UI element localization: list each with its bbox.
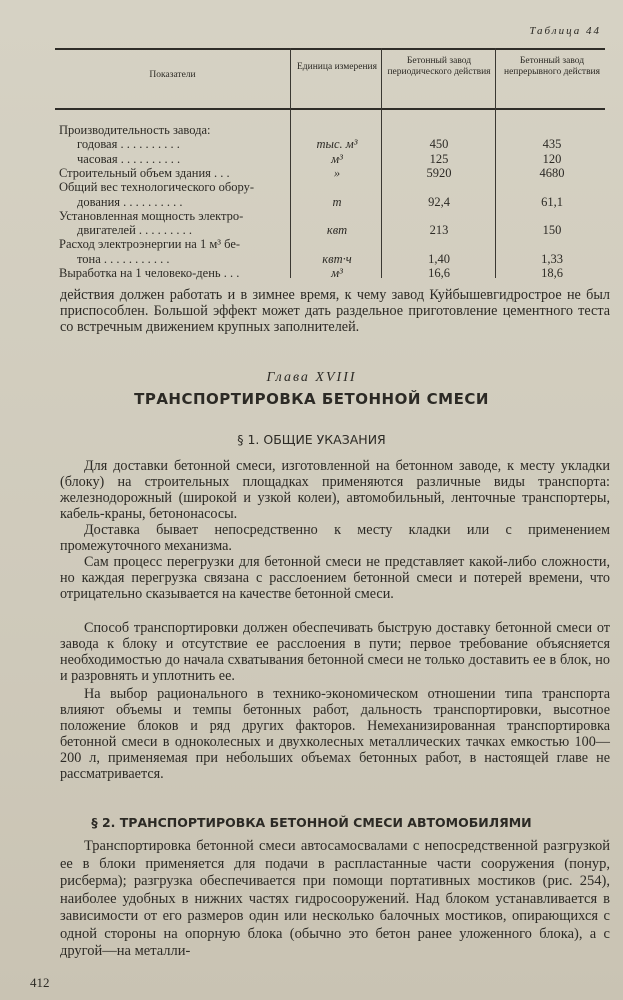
section-1-paragraph: На выбор рационального в технико-экономическом отношении типа транспорта влияют объемы и темпы бетонных работ, дальность транспортировки, высотное положение блоков и ряд других факторов. Немеханизированная транспортировка бетонной смеси в одноколесных и двухколесных металлических тачках емкостью 100—200 л, применяемая при небольших объемах бетонных работ, в настоящей главе не рассматривается. [60, 686, 610, 783]
table-cell-periodic: 92,4 [428, 194, 450, 209]
table-cell-continuous: 150 [542, 223, 562, 238]
table-cell-indicator: Расход электроэнергии на 1 м³ бе- [59, 237, 241, 252]
table-column-divider [381, 48, 382, 278]
table-column-divider [495, 48, 496, 278]
table-header-continuous: Бетонный завод непрерывного действия [503, 56, 601, 77]
table-column-divider [290, 48, 291, 278]
table-cell-continuous: 18,6 [541, 266, 563, 280]
table-cell-continuous: 120 [542, 151, 562, 166]
table-cell-continuous: 1,33 [541, 251, 563, 266]
section-1-paragraph: Для доставки бетонной смеси, изготовленной на бетонном заводе, к месту укладки (блоку) на строительных площадках применяются различные виды транспорта: железнодорожный (широкой и узкой колеи), автомобильный, ленточные транспортеры, кабель-краны, бетононасосы. [60, 458, 610, 523]
table-cell-indicator: двигателей . . . . . . . . . [77, 223, 193, 238]
table-cell-indicator: Установленная мощность электро- [59, 208, 244, 223]
table-cell-unit: т [332, 194, 342, 209]
section-1-paragraph: Сам процесс перегрузки для бетонной смеси не представляет какой-либо сложности, но каждая перегрузка связана с расслоением бетонной смеси и потерей времени, что отрицательно сказывается на качестве бетонной смеси. [60, 554, 610, 603]
table-cell-unit: квт [326, 223, 348, 238]
chapter-label: Глава XVIII [266, 370, 357, 385]
table-cell-periodic: 125 [429, 151, 449, 166]
table-top-rule [55, 48, 605, 50]
section-2-title: § 2. ТРАНСПОРТИРОВКА БЕТОННОЙ СМЕСИ АВТОМОБИЛЯМИ [91, 815, 532, 830]
page-number: 412 [30, 975, 50, 990]
chapter-title: ТРАНСПОРТИРОВКА БЕТОННОЙ СМЕСИ [134, 390, 489, 408]
section-1-title: § 1. ОБЩИЕ УКАЗАНИЯ [237, 432, 386, 447]
table-header-indicator: Показатели [149, 70, 196, 80]
table-cell-indicator: дования . . . . . . . . . . [77, 194, 183, 209]
table-cell-unit: тыс. м³ [316, 137, 358, 152]
table-caption: Таблица 44 [529, 25, 601, 37]
table-cell-unit: квт·ч [322, 251, 352, 266]
section-1-paragraph: Способ транспортировки должен обеспечивать быструю доставку бетонной смеси от завода к блоку и отсутствие ее расслоения в пути; первое требование объясняется необходимостью до начала схватывания бетонной смеси не только доставить ее в блок, но и разровнять и уплотнить ее. [60, 620, 610, 685]
table-cell-continuous: 4680 [539, 165, 565, 180]
table-header-unit: Единица измерения [297, 62, 377, 72]
section-2-paragraph: Транспортировка бетонной смеси автосамосвалами с непосредственной разгрузкой ее в блоки применяется для подачи в распластанные части сооружения (понур, рисберма); разгрузка обеспечивается при помощи портативных мостиков (рис. 254), наиболее удобных в нижних частях гидросооружений. Над блоком устанавливается в зависимости от его размеров один или несколько балочных мостиков, опирающихся с одной стороны на опорную блока (обычно это бетон ранее уложенного блока), а с другой—на металли- [60, 838, 610, 959]
table-cell-indicator: Общий вес технологического обору- [59, 180, 254, 195]
table-cell-unit: м³ [331, 266, 343, 280]
table-cell-periodic: 16,6 [428, 266, 450, 280]
table-cell-periodic: 450 [429, 137, 449, 152]
data-table [55, 40, 605, 280]
table-cell-periodic: 5920 [426, 165, 452, 180]
table-cell-continuous: 435 [542, 137, 562, 152]
table-cell-indicator: часовая . . . . . . . . . . [77, 151, 181, 166]
table-cell-continuous: 61,1 [541, 194, 563, 209]
table-cell-periodic: 1,40 [428, 251, 450, 266]
table-cell-indicator: Выработка на 1 человеко-день . . . [59, 266, 240, 280]
table-cell-indicator: тона . . . . . . . . . . . [77, 251, 170, 266]
section-1-paragraph: Доставка бывает непосредственно к месту кладки или с применением промежуточного механизма. [60, 522, 610, 555]
table-cell-unit: м³ [331, 151, 343, 166]
table-cell-indicator: Производительность завода: [59, 123, 211, 137]
table-cell-indicator: годовая . . . . . . . . . . [77, 137, 180, 152]
table-header-periodic: Бетонный завод периодического действия [387, 56, 491, 77]
table-cell-unit: » [333, 165, 341, 180]
continued-paragraph: действия должен работать и в зимнее время, к чему завод Куйбышевгидрострое не был приспособлен. Большой эффект может дать раздельное приготовление цементного теста со встречным движением крупных заполнителей. [60, 287, 610, 336]
table-cell-periodic: 213 [429, 223, 449, 238]
table-cell-indicator: Строительный объем здания . . . [59, 165, 230, 180]
table-header-rule [55, 108, 605, 110]
